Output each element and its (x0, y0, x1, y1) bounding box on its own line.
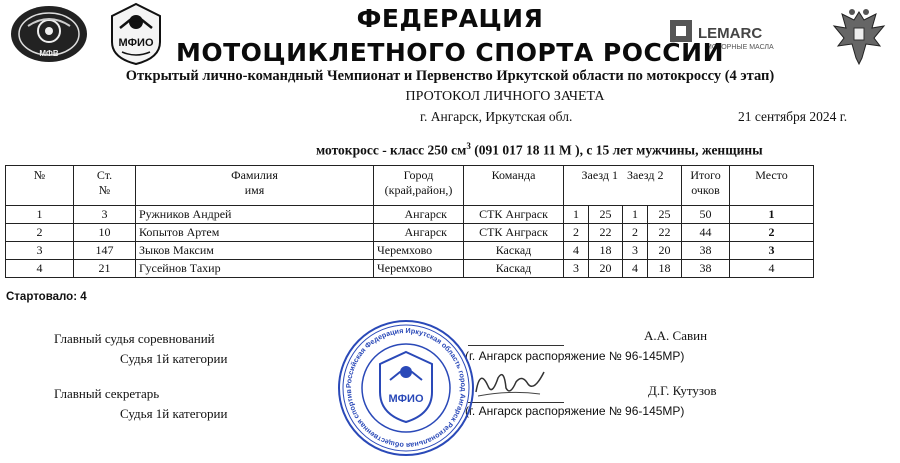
table-row (6, 260, 814, 278)
header-start-no: Ст. № (74, 166, 136, 206)
table-header-row (6, 166, 814, 206)
chief-judge-registration: (г. Ангарск распоряжение № 96-145МР) (465, 349, 685, 363)
federation-title-line2: МОТОЦИКЛЕТНОГО СПОРТА РОССИИ (175, 38, 724, 67)
cell-name: Копытов Артем (136, 224, 374, 242)
cell-place: 2 (730, 224, 814, 242)
cell-num: 2 (6, 224, 74, 242)
cell-h1-pos: 4 (564, 242, 589, 260)
cell-h2-pts: 22 (648, 224, 682, 242)
cell-team: СТК Анграск (464, 224, 564, 242)
cell-num: 3 (6, 242, 74, 260)
header-num: № (6, 166, 74, 206)
table-row (6, 242, 814, 260)
cell-name: Ружников Андрей (136, 206, 374, 224)
cell-h1-pts: 20 (589, 260, 623, 278)
cell-name: Зыков Максим (136, 242, 374, 260)
cell-team: СТК Анграск (464, 206, 564, 224)
cell-start: 21 (74, 260, 136, 278)
cell-num: 1 (6, 206, 74, 224)
cell-h1-pts: 18 (589, 242, 623, 260)
secretary-name: Д.Г. Кутузов (648, 383, 717, 398)
class-prefix: мотокросс - класс 250 см (316, 142, 467, 158)
cell-h2-pos: 2 (623, 224, 648, 242)
chief-judge-signature-line (468, 345, 564, 346)
cell-num: 4 (6, 260, 74, 278)
svg-text:МФВ: МФВ (39, 49, 59, 58)
cell-h2-pos: 1 (623, 206, 648, 224)
official-stamp (336, 318, 476, 458)
protocol-title: ПРОТОКОЛ ЛИЧНОГО ЗАЧЕТА (405, 89, 605, 104)
cell-h1-pts: 25 (589, 206, 623, 224)
class-line (316, 141, 763, 159)
header-heats (564, 166, 682, 206)
header-team: Команда (464, 166, 564, 206)
cell-total: 50 (682, 206, 730, 224)
cell-total: 38 (682, 242, 730, 260)
secretary-registration: (г. Ангарск распоряжение № 96-145МР) (465, 404, 685, 418)
cell-h1-pts: 22 (589, 224, 623, 242)
header-heat2: Заезд 2 (627, 168, 664, 182)
cell-h2-pos: 4 (623, 260, 648, 278)
table-row (6, 206, 814, 224)
svg-text:МФИО: МФИО (118, 37, 154, 49)
event-subtitle: Открытый лично-командный Чемпионат и Первенство Иркутской области по мотокроссу (4 этап) (125, 68, 775, 84)
header-total: Итого очков (682, 166, 730, 206)
cell-team: Каскад (464, 260, 564, 278)
cell-place: 3 (730, 242, 814, 260)
event-date: 21 сентября 2024 г. (738, 109, 848, 124)
secretary-category: Судья 1й категории (120, 406, 228, 421)
table-row (6, 224, 814, 242)
header-heat1: Заезд 1 (581, 168, 618, 182)
class-sup: 3 (466, 141, 471, 151)
chief-judge-category: Судья 1й категории (120, 351, 228, 366)
chief-judge-role: Главный судья соревнований (54, 331, 215, 346)
svg-text:LEMARC: LEMARC (698, 25, 763, 42)
started-count: Стартовало: 4 (6, 291, 87, 303)
cell-start: 147 (74, 242, 136, 260)
cell-total: 38 (682, 260, 730, 278)
svg-text:МФИО: МФИО (388, 393, 424, 405)
cell-h2-pts: 20 (648, 242, 682, 260)
cell-city: Ангарск (374, 206, 464, 224)
cell-place: 4 (730, 260, 814, 278)
cell-start: 3 (74, 206, 136, 224)
event-place: г. Ангарск, Иркутская обл. (420, 109, 573, 124)
cell-h1-pos: 2 (564, 224, 589, 242)
cell-h1-pos: 1 (564, 206, 589, 224)
header-name: Фамилия имя (136, 166, 374, 206)
header-place: Место (730, 166, 814, 206)
cell-city: Ангарск (374, 224, 464, 242)
cell-city: Черемхово (374, 242, 464, 260)
svg-text:Российская Федерация Иркутская: Российская Федерация Иркутская область город Ангарск Региональная общественная спортив (343, 325, 469, 451)
svg-text:МОТОРНЫЕ МАСЛА: МОТОРНЫЕ МАСЛА (706, 44, 774, 51)
cell-h1-pos: 3 (564, 260, 589, 278)
chief-judge-name: А.А. Савин (644, 328, 708, 343)
results-table (5, 165, 814, 278)
cell-h2-pts: 18 (648, 260, 682, 278)
cell-h2-pts: 25 (648, 206, 682, 224)
secretary-signature-line (468, 402, 564, 403)
cell-total: 44 (682, 224, 730, 242)
cell-name: Гусейнов Тахир (136, 260, 374, 278)
cell-team: Каскад (464, 242, 564, 260)
cell-city: Черемхово (374, 260, 464, 278)
class-suffix: (091 017 18 11 М ), с 15 лет мужчины, женщины (470, 142, 763, 158)
secretary-handwritten-signature (470, 362, 550, 402)
cell-h2-pos: 3 (623, 242, 648, 260)
cell-start: 10 (74, 224, 136, 242)
federation-title-line1: ФЕДЕРАЦИЯ (356, 4, 544, 33)
header-city: Город (край,район,) (374, 166, 464, 206)
secretary-role: Главный секретарь (54, 386, 160, 401)
cell-place: 1 (730, 206, 814, 224)
